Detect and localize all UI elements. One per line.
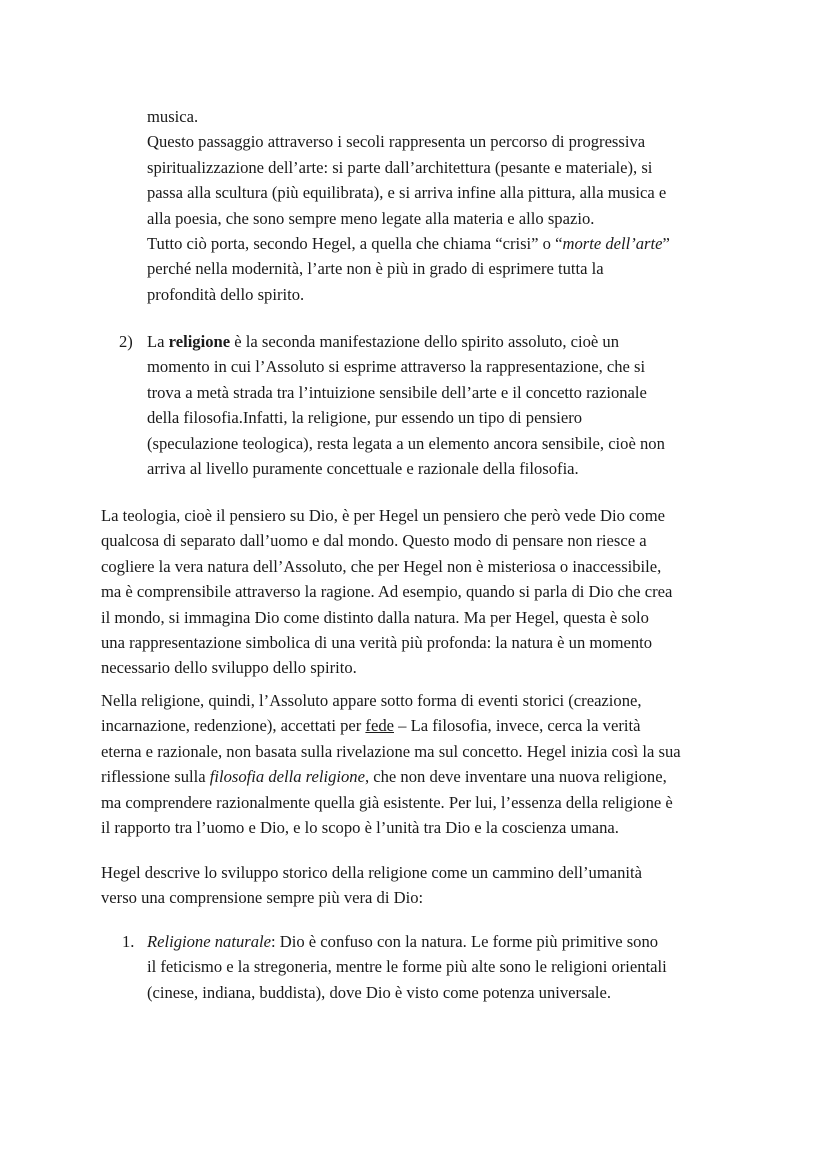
text-line xyxy=(101,764,681,789)
text-line xyxy=(147,329,665,354)
text-line xyxy=(147,155,670,180)
text-segment: cogliere la vera natura dell’Assoluto, che per Hegel non è misteriosa o inaccessibile, xyxy=(101,556,662,576)
text-segment: momento in cui l’Assoluto si esprime attraverso la rappresentazione, che si xyxy=(147,357,646,377)
text-segment: (cinese, indiana, buddista), dove Dio è visto come potenza universale. xyxy=(147,982,612,1002)
text-line xyxy=(101,739,681,764)
text-line xyxy=(101,503,672,528)
text-line xyxy=(101,713,681,738)
text-line xyxy=(147,929,667,954)
art-continuation xyxy=(147,104,670,307)
underlined-text: fede xyxy=(365,716,394,736)
text-segment: della filosofia.Infatti, la religione, pur essendo un tipo di pensiero xyxy=(147,408,583,428)
text-segment: spiritualizzazione dell’arte: si parte dall’architettura (pesante e materiale), si xyxy=(147,157,653,177)
text-line xyxy=(147,282,670,307)
text-line xyxy=(147,180,670,205)
text-line xyxy=(101,688,681,713)
text-segment: una rappresentazione simbolica di una verità più profonda: la natura è un momento xyxy=(101,632,653,652)
text-segment: Nella religione, quindi, l’Assoluto appare sotto forma di eventi storici (creazione, xyxy=(101,691,642,710)
text-segment: passa alla scultura (più equilibrata), e si arriva infine alla pittura, alla musica e xyxy=(147,183,667,203)
text-segment: perché nella modernità, l’arte non è più in grado di esprimere tutta la xyxy=(147,259,604,279)
paragraph-teologia xyxy=(101,503,672,681)
text-segment: verso una comprensione sempre più vera di Dio: xyxy=(101,888,424,908)
italic-text: filosofia della religione xyxy=(209,767,365,787)
text-line xyxy=(101,528,672,553)
text-segment: profondità dello spirito. xyxy=(147,284,305,304)
text-segment: La teologia, cioè il pensiero su Dio, è per Hegel un pensiero che però vede Dio come xyxy=(101,506,665,525)
text-segment: alla poesia, che sono sempre meno legate alla materia e allo spazio. xyxy=(147,208,595,228)
text-segment: incarnazione, redenzione), accettati per xyxy=(101,716,366,736)
text-line xyxy=(147,405,665,430)
text-segment: è la seconda manifestazione dello spirito assoluto, cioè un xyxy=(230,332,620,351)
text-line xyxy=(101,790,681,815)
text-line xyxy=(147,380,665,405)
text-line xyxy=(147,954,667,979)
text-segment: eterna e razionale, non basata sulla rivelazione ma sul concetto. Hegel inizia così la sua xyxy=(101,741,681,761)
text-line xyxy=(147,354,665,379)
text-segment: il mondo, si immagina Dio come distinto dalla natura. Ma per Hegel, questa è solo xyxy=(101,607,649,627)
italic-text: morte dell’arte xyxy=(562,233,663,253)
text-segment: , che non deve inventare una nuova religione, xyxy=(364,767,667,787)
text-segment: ma comprendere razionalmente quella già esistente. Per lui, l’essenza della religione è xyxy=(101,792,673,812)
list-marker: 1. xyxy=(122,932,135,951)
text-line xyxy=(101,860,642,885)
text-segment: – La filosofia, invece, cerca la verità xyxy=(393,716,641,736)
list-item-religione xyxy=(147,329,665,481)
text-segment: : Dio è confuso con la natura. Le forme più primitive sono xyxy=(270,932,659,951)
text-line xyxy=(101,554,672,579)
text-line xyxy=(147,980,667,1005)
text-segment: La xyxy=(147,332,169,351)
text-segment: necessario dello sviluppo dello spirito. xyxy=(101,658,357,678)
text-segment: ma è comprensibile attraverso la ragione. Ad esempio, quando si parla di Dio che crea xyxy=(101,582,673,602)
bold-text: religione xyxy=(168,332,231,351)
text-line xyxy=(147,431,665,456)
list-marker: 2) xyxy=(119,332,133,351)
text-line xyxy=(101,630,672,655)
text-line xyxy=(147,256,670,281)
text-segment: il feticismo e la stregoneria, mentre le forme più alte sono le religioni orientali xyxy=(147,957,667,977)
text-segment: arriva al livello puramente concettuale e razionale della filosofia. xyxy=(147,458,579,478)
text-segment: ” xyxy=(662,233,670,253)
text-segment: (speculazione teologica), resta legata a un elemento ancora sensibile, cioè non xyxy=(147,433,665,453)
paragraph-nella-religione xyxy=(101,688,681,840)
text-line xyxy=(147,231,670,256)
text-line xyxy=(147,206,670,231)
list-item-religione-naturale xyxy=(147,929,667,1005)
text-segment: Questo passaggio attraverso i secoli rappresenta un percorso di progressiva xyxy=(147,132,646,152)
text-line xyxy=(101,605,672,630)
text-line xyxy=(147,104,670,129)
text-segment: Tutto ciò porta, secondo Hegel, a quella che chiama “crisi” o “ xyxy=(147,233,563,253)
text-line xyxy=(101,885,642,910)
italic-text: Religione naturale xyxy=(147,932,271,951)
text-segment: qualcosa di separato dall’uomo e dal mondo. Questo modo di pensare non riesce a xyxy=(101,531,647,551)
text-segment: Hegel descrive lo sviluppo storico della religione come un cammino dell’umanità xyxy=(101,863,642,882)
text-line xyxy=(147,129,670,154)
paragraph-sviluppo-storico xyxy=(101,860,642,911)
text-line xyxy=(101,815,681,840)
text-segment: musica. xyxy=(147,107,199,126)
text-segment: trova a metà strada tra l’intuizione sensibile dell’arte e il concetto razionale xyxy=(147,382,647,402)
text-line xyxy=(147,456,665,481)
text-line xyxy=(101,655,672,680)
text-line xyxy=(101,579,672,604)
text-segment: riflessione sulla xyxy=(101,767,210,787)
text-segment: il rapporto tra l’uomo e Dio, e lo scopo è l’unità tra Dio e la coscienza umana. xyxy=(101,817,619,837)
